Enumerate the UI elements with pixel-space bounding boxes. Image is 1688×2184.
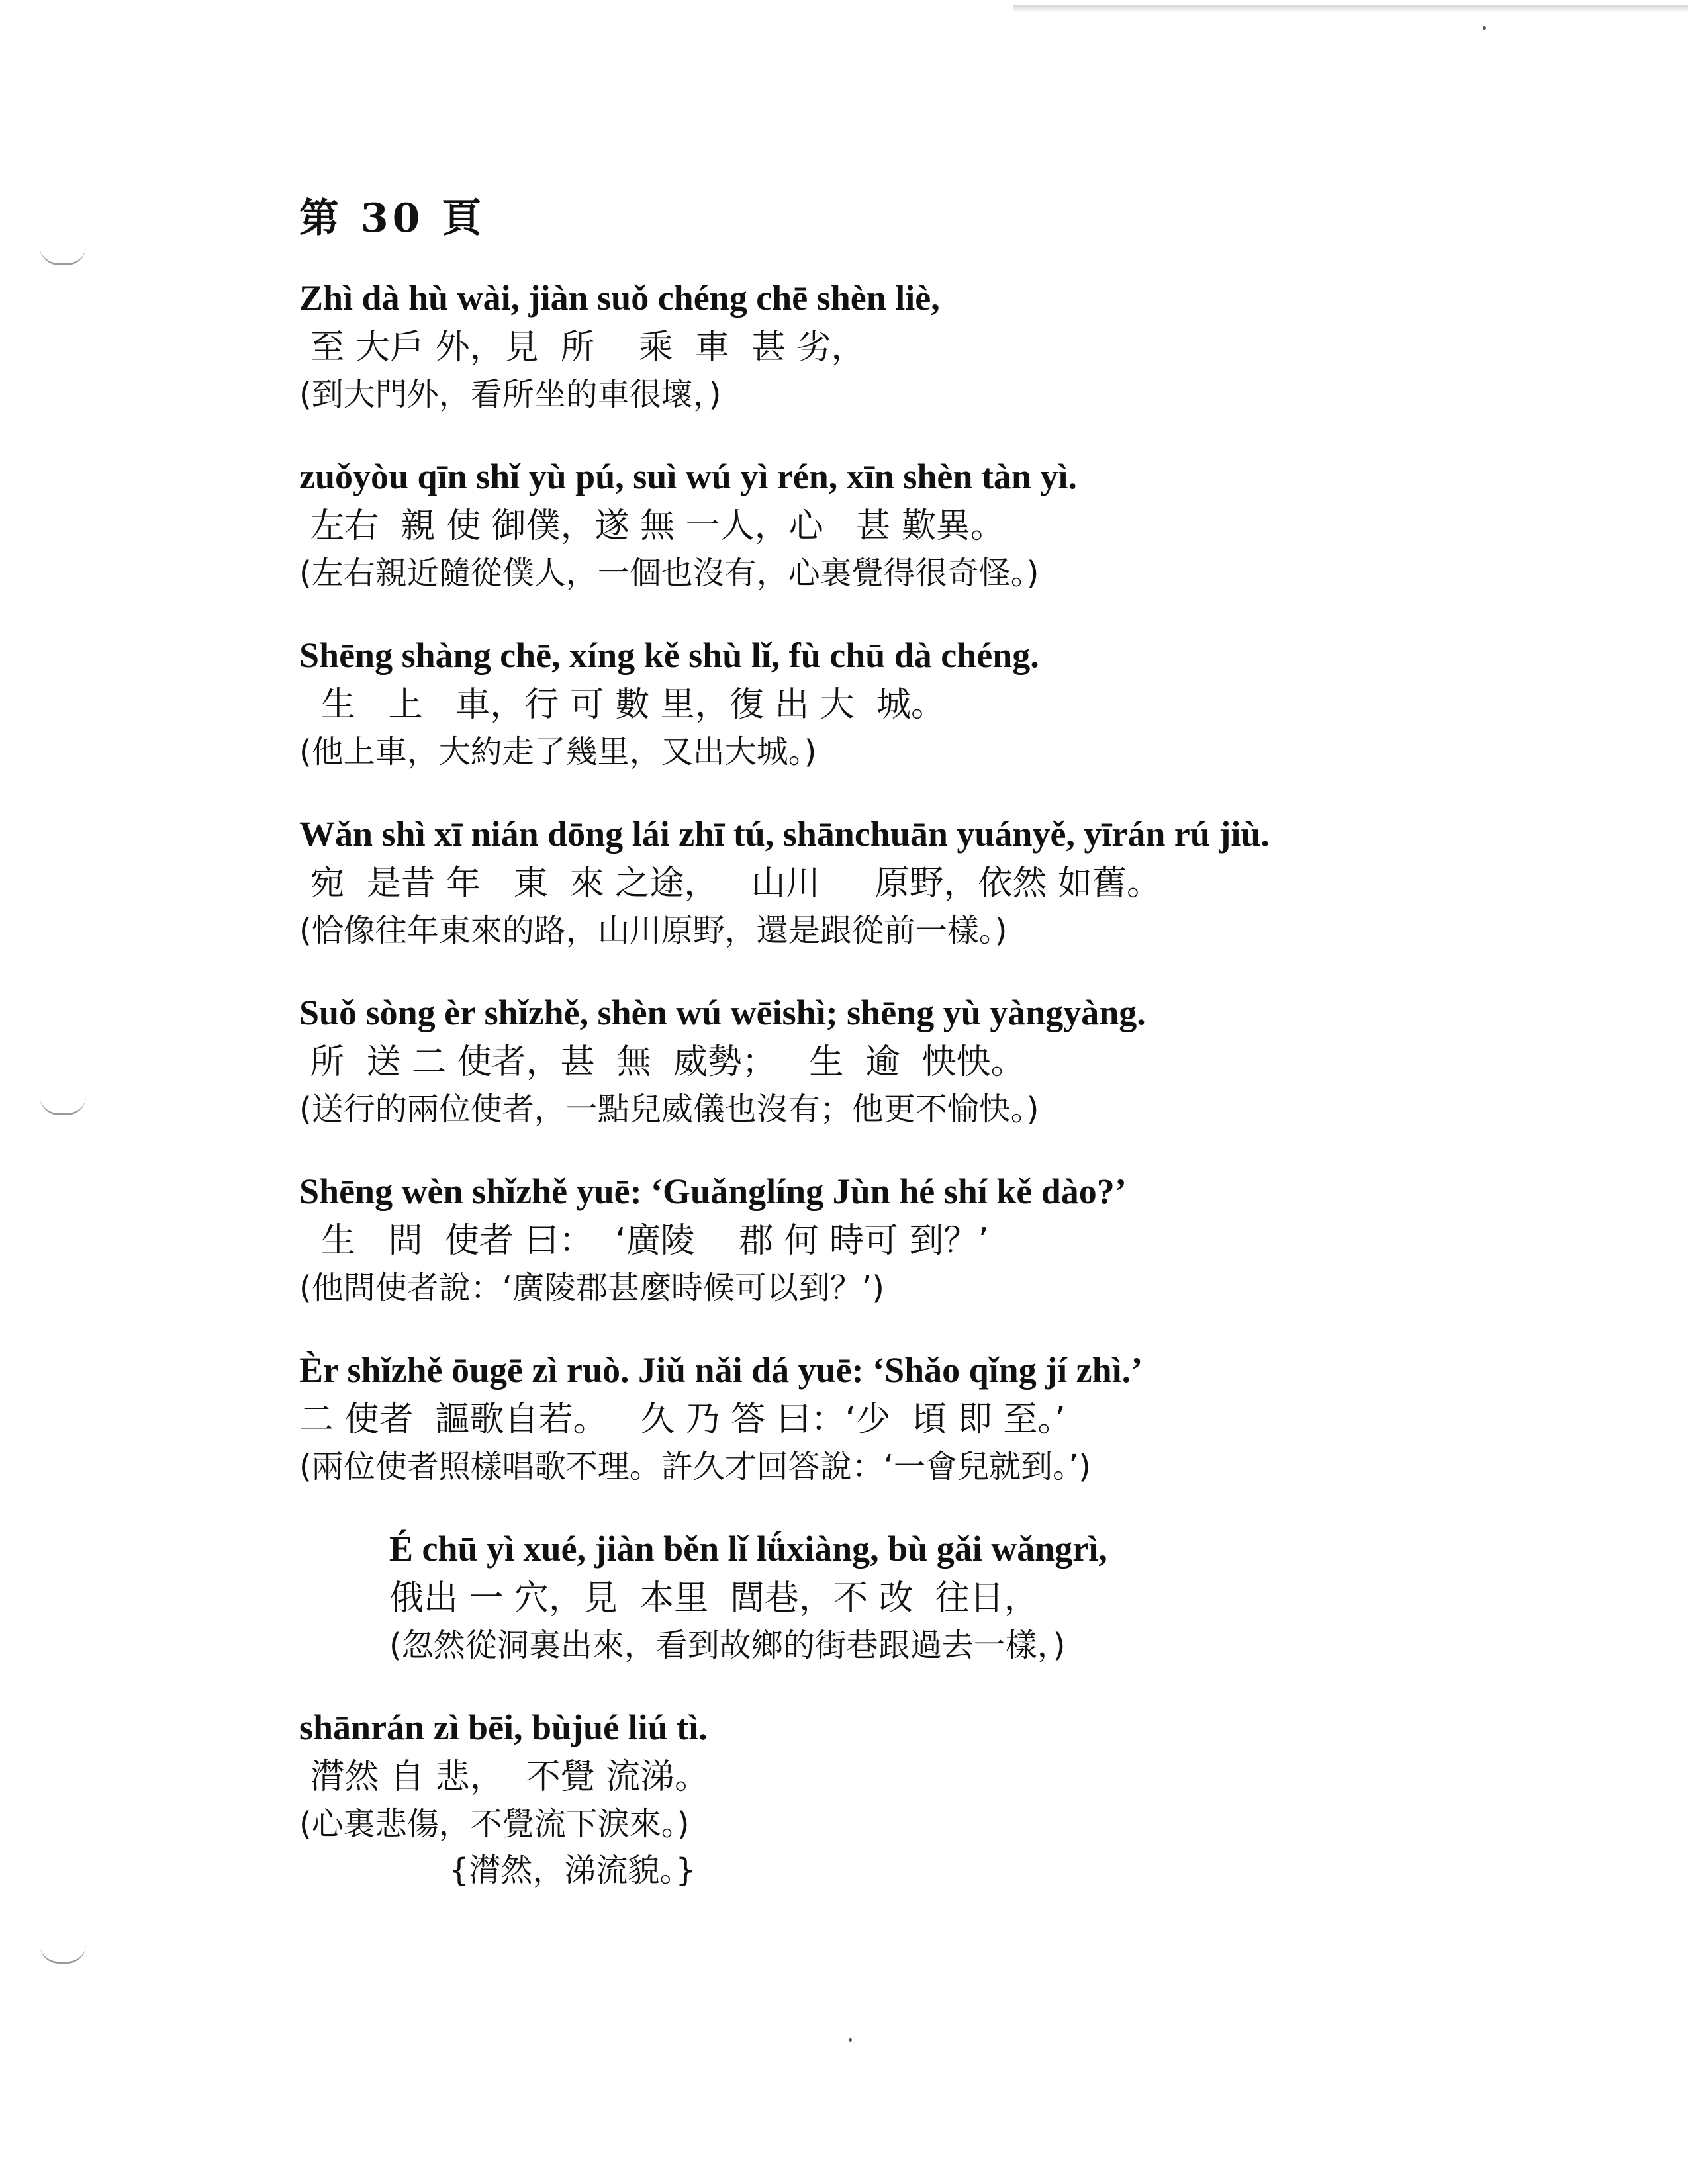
scan-speck — [849, 2038, 852, 2042]
verse-6 — [299, 1165, 1557, 1312]
verse-pinyin: Shēng wèn shǐzhě yuē: ‘Guǎnglíng Jùn hé shí kě dào?’ — [299, 1171, 1127, 1211]
verse-translation: (左右親近隨從僕人，一個也沒有，心裏覺得很奇怪。) — [299, 555, 1039, 592]
verse-chinese: 生 問 使者 曰： ‘廣陵 郡 何 時可 到？’ — [299, 1221, 990, 1261]
verse-5 — [299, 986, 1557, 1133]
verse-pinyin: Èr shǐzhě ōugē zì ruò. Jiǔ nǎi dá yuē: ‘Shǎo qǐng jí zhì.’ — [299, 1350, 1143, 1390]
punch-mark-top — [40, 246, 86, 265]
verse-chinese: 潸然 自 悲， 不覺 流涕。 — [299, 1757, 710, 1797]
scan-edge — [1013, 5, 1688, 11]
verse-chinese: 所 送 二 使者，甚 無 威勢； 生 逾 怏怏。 — [299, 1042, 1025, 1082]
page-number: 第 30 頁 — [299, 195, 486, 242]
verse-pinyin: shānrán zì bēi, bùjué liú tì. — [299, 1707, 708, 1747]
verse-translation: (到大門外，看所坐的車很壞，) — [299, 376, 722, 413]
verse-chinese: 宛 是昔 年 東 來 之途， 山川 原野，依然 如舊。 — [299, 864, 1162, 903]
verse-translation: (兩位使者照樣唱歌不理。許久才回答說：‘一會兒就到。’) — [299, 1448, 1091, 1485]
verse-translation: (恰像往年東來的路，山川原野，還是跟從前一樣。) — [299, 912, 1008, 949]
verse-translation: (他問使者說：‘廣陵郡甚麼時候可以到？’) — [299, 1269, 884, 1306]
punch-mark-bottom — [40, 1944, 86, 1964]
verse-translation: (忽然從洞裏出來，看到故鄉的街巷跟過去一樣，) — [389, 1627, 1066, 1664]
verse-4 — [299, 807, 1557, 954]
scan-speck — [1483, 26, 1486, 30]
verse-7 — [299, 1343, 1557, 1490]
verse-9 — [299, 1701, 1557, 1848]
punch-mark-middle — [40, 1096, 86, 1115]
verse-3 — [299, 629, 1557, 776]
verse-2 — [299, 450, 1557, 597]
verse-chinese: 生 上 車，行 可 數 里，復 出 大 城。 — [299, 685, 945, 725]
verse-translation: (心裏悲傷，不覺流下淚來。) — [299, 1805, 690, 1843]
verse-translation: (送行的兩位使者，一點兒威儀也沒有；他更不愉快。) — [299, 1091, 1039, 1128]
verse-pinyin: Wǎn shì xī nián dōng lái zhī tú, shānchuān yuányě, yīrán rú jiù. — [299, 814, 1270, 854]
verse-chinese: 至 大戶 外，見 所 乘 車 甚 劣， — [299, 328, 866, 367]
verse-chinese: 俄出 一 穴，見 本里 閭巷，不 改 往日， — [389, 1578, 1039, 1618]
verse-translation: (他上車，大約走了幾里，又出大城。) — [299, 733, 817, 770]
footnote: {潸然，涕流貌。} — [449, 1852, 696, 1889]
verse-pinyin: zuǒyòu qīn shǐ yù pú, suì wú yì rén, xīn shèn tàn yì. — [299, 457, 1077, 496]
verse-1 — [299, 271, 1557, 418]
verse-pinyin: Suǒ sòng èr shǐzhě, shèn wú wēishì; shēng yù yàngyàng. — [299, 993, 1146, 1032]
verse-chinese: 左右 親 使 御僕，遂 無 一人，心 甚 歎異。 — [299, 506, 1005, 546]
verse-pinyin: Zhì dà hù wài, jiàn suǒ chéng chē shèn liè, — [299, 278, 940, 318]
verse-pinyin: É chū yì xué, jiàn běn lǐ lǘxiàng, bù gǎi wǎngrì, — [389, 1529, 1107, 1569]
verse-8 — [389, 1522, 1647, 1669]
verse-pinyin: Shēng shàng chē, xíng kě shù lǐ, fù chū dà chéng. — [299, 635, 1039, 675]
verse-chinese: 二 使者 謳歌自若。 久 乃 答 曰：‘少 頃 即 至。’ — [299, 1400, 1066, 1439]
